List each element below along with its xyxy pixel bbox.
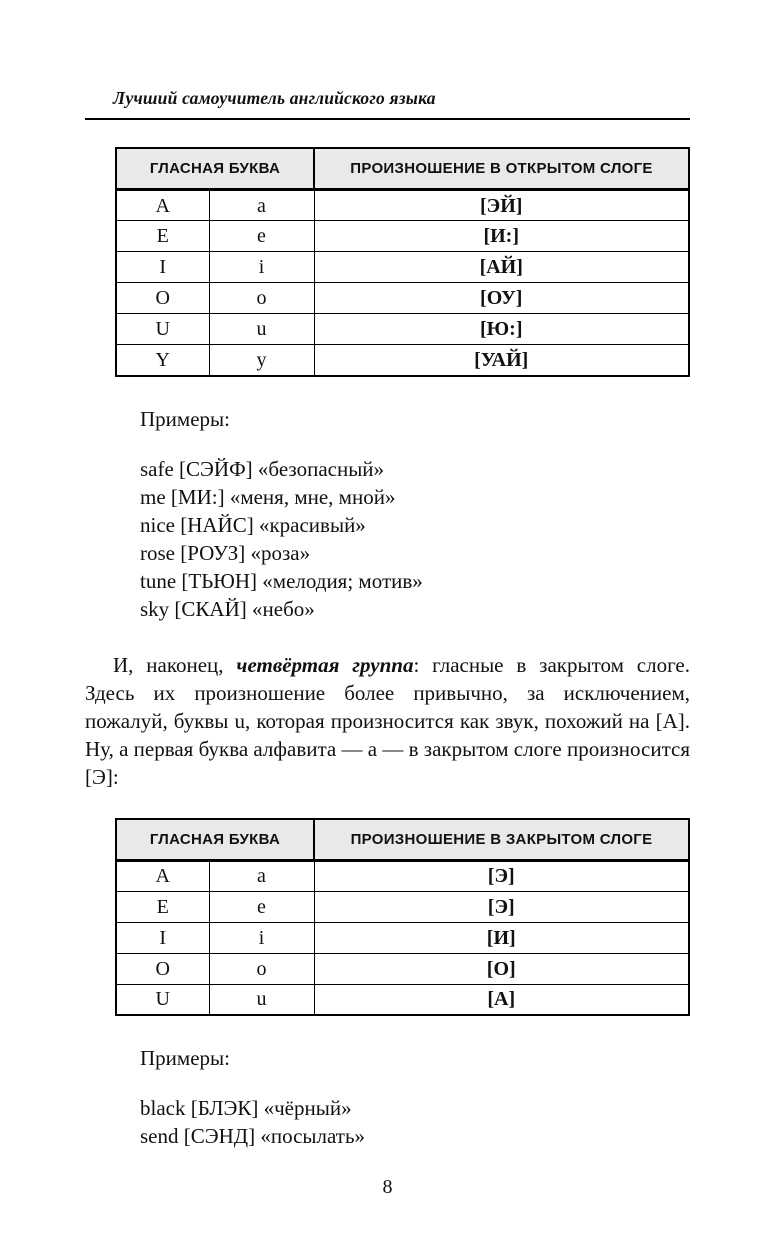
pronunciation-cell: [А] xyxy=(314,984,689,1015)
examples-label: Примеры: xyxy=(140,406,230,431)
table-row xyxy=(116,922,689,953)
table-header-row xyxy=(116,819,689,861)
letter-upper-cell: I xyxy=(116,922,209,953)
letter-lower-cell: o xyxy=(209,283,314,314)
table-row xyxy=(116,860,689,891)
table-row xyxy=(116,283,689,314)
closed-syllable-table xyxy=(115,818,690,1017)
column-header-pronunciation: ПРОИЗНОШЕНИЕ В ОТКРЫТОМ СЛОГЕ xyxy=(314,148,689,190)
letter-lower-cell: a xyxy=(209,860,314,891)
table-row xyxy=(116,252,689,283)
page-number: 8 xyxy=(382,1176,393,1198)
column-header-letter: ГЛАСНАЯ БУКВА xyxy=(116,819,314,861)
example-item: send [СЭНД] «посылать» xyxy=(140,1124,366,1148)
paragraph-rest: : гласные в закрытом слоге. Здесь их произношение более привычно, за исключением, пожалуй, буквы u, которая произносится как звук, похожий на [А]. Ну, а первая буква алфавита — а — в закрытом слоге произносится [Э]: xyxy=(85,652,690,789)
letter-lower-cell: u xyxy=(209,314,314,345)
paragraph-emphasis: четвёртая группа xyxy=(236,652,414,677)
pronunciation-cell: [АЙ] xyxy=(314,252,689,283)
table-row xyxy=(116,891,689,922)
table-header-row xyxy=(116,148,689,190)
column-header-letter: ГЛАСНАЯ БУКВА xyxy=(116,148,314,190)
pronunciation-cell: [ЭЙ] xyxy=(314,190,689,221)
letter-upper-cell: U xyxy=(116,314,209,345)
letter-upper-cell: E xyxy=(116,891,209,922)
table-row xyxy=(116,314,689,345)
pronunciation-cell: [Ю:] xyxy=(314,314,689,345)
letter-upper-cell: O xyxy=(116,953,209,984)
examples-label: Примеры: xyxy=(140,1046,230,1070)
running-head: Лучший самоучитель английского языка xyxy=(113,88,436,108)
letter-lower-cell: a xyxy=(209,190,314,221)
paragraph-fourth-group xyxy=(85,651,690,791)
letter-lower-cell: i xyxy=(209,922,314,953)
table-row xyxy=(116,953,689,984)
example-item: safe [СЭЙФ] «безопасный» xyxy=(140,456,385,481)
letter-lower-cell: o xyxy=(209,953,314,984)
table-row xyxy=(116,190,689,221)
pronunciation-cell: [ОУ] xyxy=(314,283,689,314)
example-item: black [БЛЭК] «чёрный» xyxy=(140,1096,352,1120)
letter-lower-cell: u xyxy=(209,984,314,1015)
header-rule xyxy=(85,118,690,120)
example-item: rose [РОУЗ] «роза» xyxy=(140,540,311,565)
example-item: sky [СКАЙ] «небо» xyxy=(140,596,315,621)
letter-upper-cell: O xyxy=(116,283,209,314)
pronunciation-cell: [УАЙ] xyxy=(314,345,689,376)
letter-upper-cell: Y xyxy=(116,345,209,376)
examples-open-list xyxy=(140,455,690,623)
paragraph-lead: И, наконец, xyxy=(113,652,237,677)
table-row xyxy=(116,345,689,376)
pronunciation-cell: [О] xyxy=(314,953,689,984)
example-item: tune [ТЬЮН] «мелодия; мотив» xyxy=(140,568,423,593)
letter-upper-cell: A xyxy=(116,190,209,221)
column-header-pronunciation: ПРОИЗНОШЕНИЕ В ЗАКРЫТОМ СЛОГЕ xyxy=(314,819,689,861)
letter-upper-cell: A xyxy=(116,860,209,891)
example-item: me [МИ:] «меня, мне, мной» xyxy=(140,484,396,509)
table-row xyxy=(116,221,689,252)
letter-lower-cell: e xyxy=(209,891,314,922)
letter-lower-cell: i xyxy=(209,252,314,283)
examples-closed-list xyxy=(140,1094,690,1150)
pronunciation-cell: [И] xyxy=(314,922,689,953)
open-syllable-table xyxy=(115,147,690,377)
pronunciation-cell: [Э] xyxy=(314,860,689,891)
pronunciation-cell: [Э] xyxy=(314,891,689,922)
table-row xyxy=(116,984,689,1015)
letter-lower-cell: y xyxy=(209,345,314,376)
letter-lower-cell: e xyxy=(209,221,314,252)
letter-upper-cell: I xyxy=(116,252,209,283)
letter-upper-cell: E xyxy=(116,221,209,252)
example-item: nice [НАЙС] «красивый» xyxy=(140,512,366,537)
letter-upper-cell: U xyxy=(116,984,209,1015)
pronunciation-cell: [И:] xyxy=(314,221,689,252)
